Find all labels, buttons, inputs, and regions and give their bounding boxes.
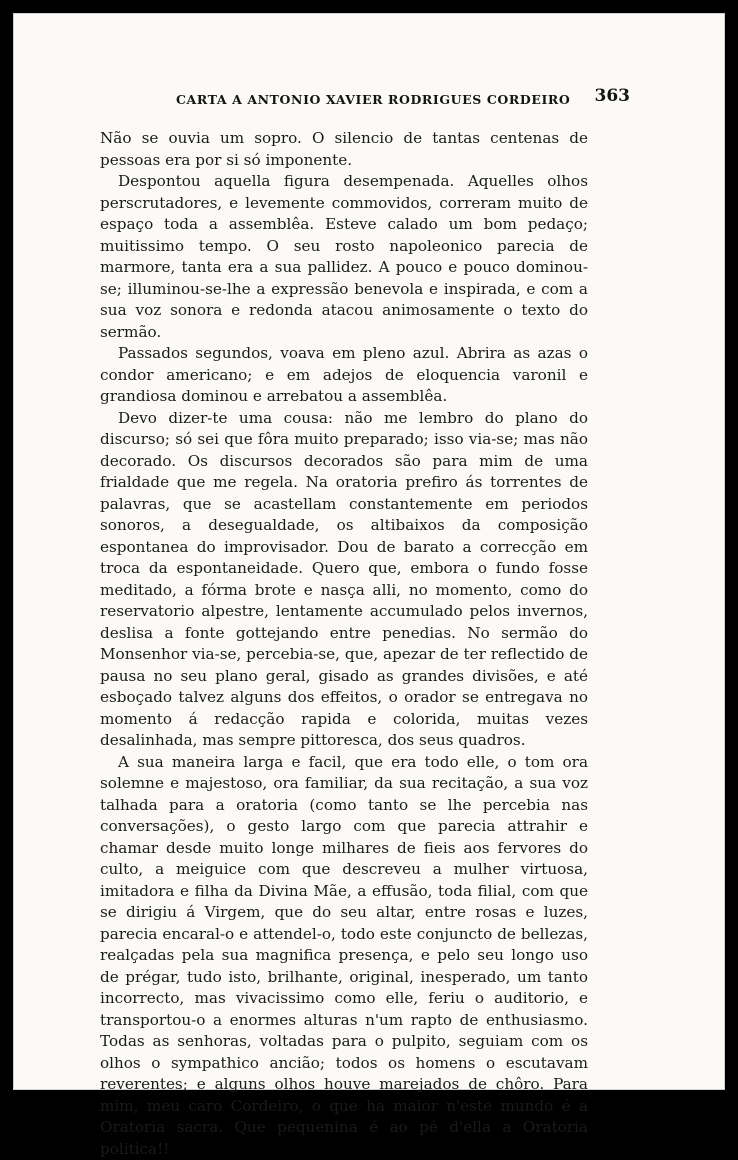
paragraph-4: Devo dizer-te uma cousa: não me lembro do plano do discurso; só sei que fôra muito preparado; isso via-se; mas não decorado. Os discursos decorados são para mim de uma frialdade que me regela. Na oratoria prefiro ás torrentes de palavras, que se acastellam constantemente em periodos sonoros, a desegualdade, os altibaixos da composição espontanea do improvisador. Dou de barato a correcção em troca da espontaneidade. Quero que, embora o fundo fosse meditado, a fórma brote e nasça alli, no momento, como do reservatorio alpestre, lentamente accumulado pelos invernos, deslisa a fonte gottejando entre penedias. No sermão do Monsenhor via-se, percebia-se, que, apezar de ter reflectido de pausa no seu plano geral, gisado as grandes divisões, e até esboçado talvez alguns dos effeitos, o orador se entregava no momento á redacção rapida e colorida, muitas vezes desalinhada, mas sempre pittoresca, dos seus quadros.	[100, 408, 588, 752]
page-body	[100, 128, 588, 1160]
paragraph-3: Passados segundos, voava em pleno azul. Abrira as azas o condor americano; e em adejos de eloquencia varonil e grandiosa dominou e arrebatou a assemblêa.	[100, 343, 588, 408]
page-header	[110, 86, 630, 112]
page-number: 363	[595, 86, 631, 106]
paragraph-1: Não se ouvia um sopro. O silencio de tantas centenas de pessoas era por si só imponente.	[100, 128, 588, 171]
paragraph-2: Despontou aquella figura desempenada. Aquelles olhos perscrutadores, e levemente commovidos, correram muito de espaço toda a assemblêa. Esteve calado um bom pedaço; muitissimo tempo. O seu rosto napoleonico parecia de marmore, tanta era a sua pallidez. A pouco e pouco dominou-se; illuminou-se-lhe a expressão benevola e inspirada, e com a sua voz sonora e redonda atacou animosamente o texto do sermão.	[100, 171, 588, 343]
running-head: CARTA A ANTONIO XAVIER RODRIGUES CORDEIRO	[176, 92, 570, 107]
paragraph-5: A sua maneira larga e facil, que era todo elle, o tom ora solemne e majestoso, ora familiar, da sua recitação, a sua voz talhada para a oratoria (como tanto se lhe percebia nas conversações), o gesto largo com que parecia attrahir e chamar desde muito longe milhares de fieis aos fervores do culto, a meiguice com que descreveu a mulher virtuosa, imitadora e filha da Divina Mãe, a effusão, toda filial, com que se dirigiu á Virgem, que do seu altar, entre rosas e luzes, parecia encaral-o e attendel-o, todo este conjuncto de bellezas, realçadas pela sua magnifica presença, e pelo seu longo uso de prégar, tudo isto, brilhante, original, inesperado, um tanto incorrecto, mas vivacissimo como elle, feriu o auditorio, e transportou-o a enormes alturas n'um rapto de enthusiasmo. Todas as senhoras, voltadas para o pulpito, seguiam com os olhos o sympathico ancião; todos os homens o escutavam reverentes; e alguns olhos houve marejados de chôro. Para mim, meu caro Cordeiro, o que ha maior n'este mundo é a Oratoria sacra. Que pequenina é ao pé d'ella a Oratoria politica!!	[100, 752, 588, 1160]
